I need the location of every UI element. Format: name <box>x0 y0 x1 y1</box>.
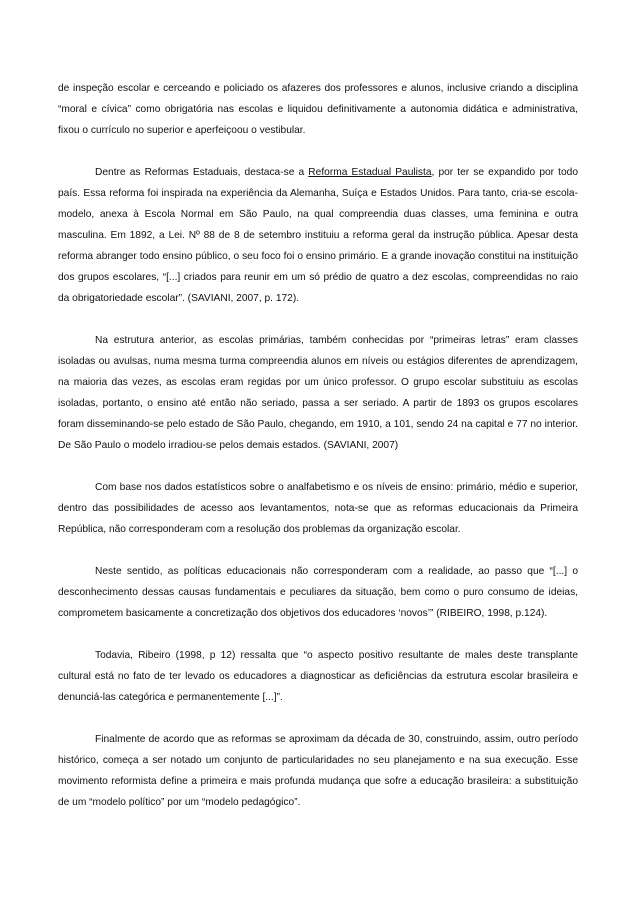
paragraph-5: Neste sentido, as políticas educacionais não corresponderam com a realidade, ao passo que “[...] o desconhecimento dessas causas fundamentais e peculiares da situação, bem como o puro consumo de ideias, comprometem basicamente a concretização dos objetivos dos educadores ‘novos’” (RIBEIRO, 1998, p.124). <box>58 566 578 619</box>
paragraph-3: Na estrutura anterior, as escolas primárias, também conhecidas por “primeiras letras” eram classes isoladas ou avulsas, numa mesma turma compreendia alunos em níveis ou estágios diferentes de aprendizagem, na maioria das vezes, as escolas eram regidas por um único professor. O grupo escolar substituiu as escolas isoladas, portanto, o ensino até então não seriado, passa a ser seriado. A partir de 1893 os grupos escolares foram disseminando-se pelo estado de São Paulo, chegando, em 1910, a 101, sendo 24 na capital e 77 no interior. De São Paulo o modelo irradiou-se pelos demais estados. (SAVIANI, 2007) <box>58 335 578 451</box>
paragraph-7: Finalmente de acordo que as reformas se aproximam da década de 30, construindo, assim, outro período histórico, começa a ser notado um conjunto de particularidades no seu planejamento e na sua execução. Esse movimento reformista define a primeira e mais profunda mudança que sofre a educação brasileira: a substituição de um “modelo político” por um “modelo pedagógico”. <box>58 734 578 808</box>
reforma-estadual-paulista-link[interactable]: Reforma Estadual Paulista <box>308 167 432 178</box>
paragraph-6: Todavia, Ribeiro (1998, p 12) ressalta que “o aspecto positivo resultante de males deste transplante cultural está no fato de ter levado os educadores a diagnosticar as deficiências da estrutura escolar brasileira e denunciá-las categórica e permanentemente [...]”. <box>58 650 578 703</box>
paragraph-2-rest: , por ter se expandido por todo país. Essa reforma foi inspirada na experiência da Alemanha, Suíça e Estados Unidos. Para tanto, cria-se escola-modelo, anexa à Escola Normal em São Paulo, na qual compreendia duas classes, uma feminina e outra masculina. Em 1892, a Lei. Nº 88 de 8 de setembro instituiu a reforma geral da instrução pública. Apesar desta reforma abranger todo ensino público, o seu foco foi o ensino primário. E a grande inovação constitui na instituição dos grupos escolares, “[...] criados para reunir em um só prédio de quatro a dez escolas, compreendidas no raio da obrigatoriedade escolar”. (SAVIANI, 2007, p. 172). <box>58 167 578 304</box>
paragraph-4: Com base nos dados estatísticos sobre o analfabetismo e os níveis de ensino: primário, médio e superior, dentro das possibilidades de acesso aos levantamentos, nota-se que as reformas educacionais da Primeira República, não corresponderam com a resolução dos problemas da organização escolar. <box>58 482 578 535</box>
paragraph-2 <box>58 162 578 309</box>
paragraph-1: de inspeção escolar e cerceando e policiado os afazeres dos professores e alunos, inclusive criando a disciplina “moral e cívica” como obrigatória nas escolas e liquidou definitivamente a autonomia didática e administrativa, fixou o currículo no superior e aperfeiçoou o vestibular. <box>58 83 578 136</box>
body-text <box>58 78 578 834</box>
paragraph-2-start: Dentre as Reformas Estaduais, destaca-se a <box>95 167 309 178</box>
